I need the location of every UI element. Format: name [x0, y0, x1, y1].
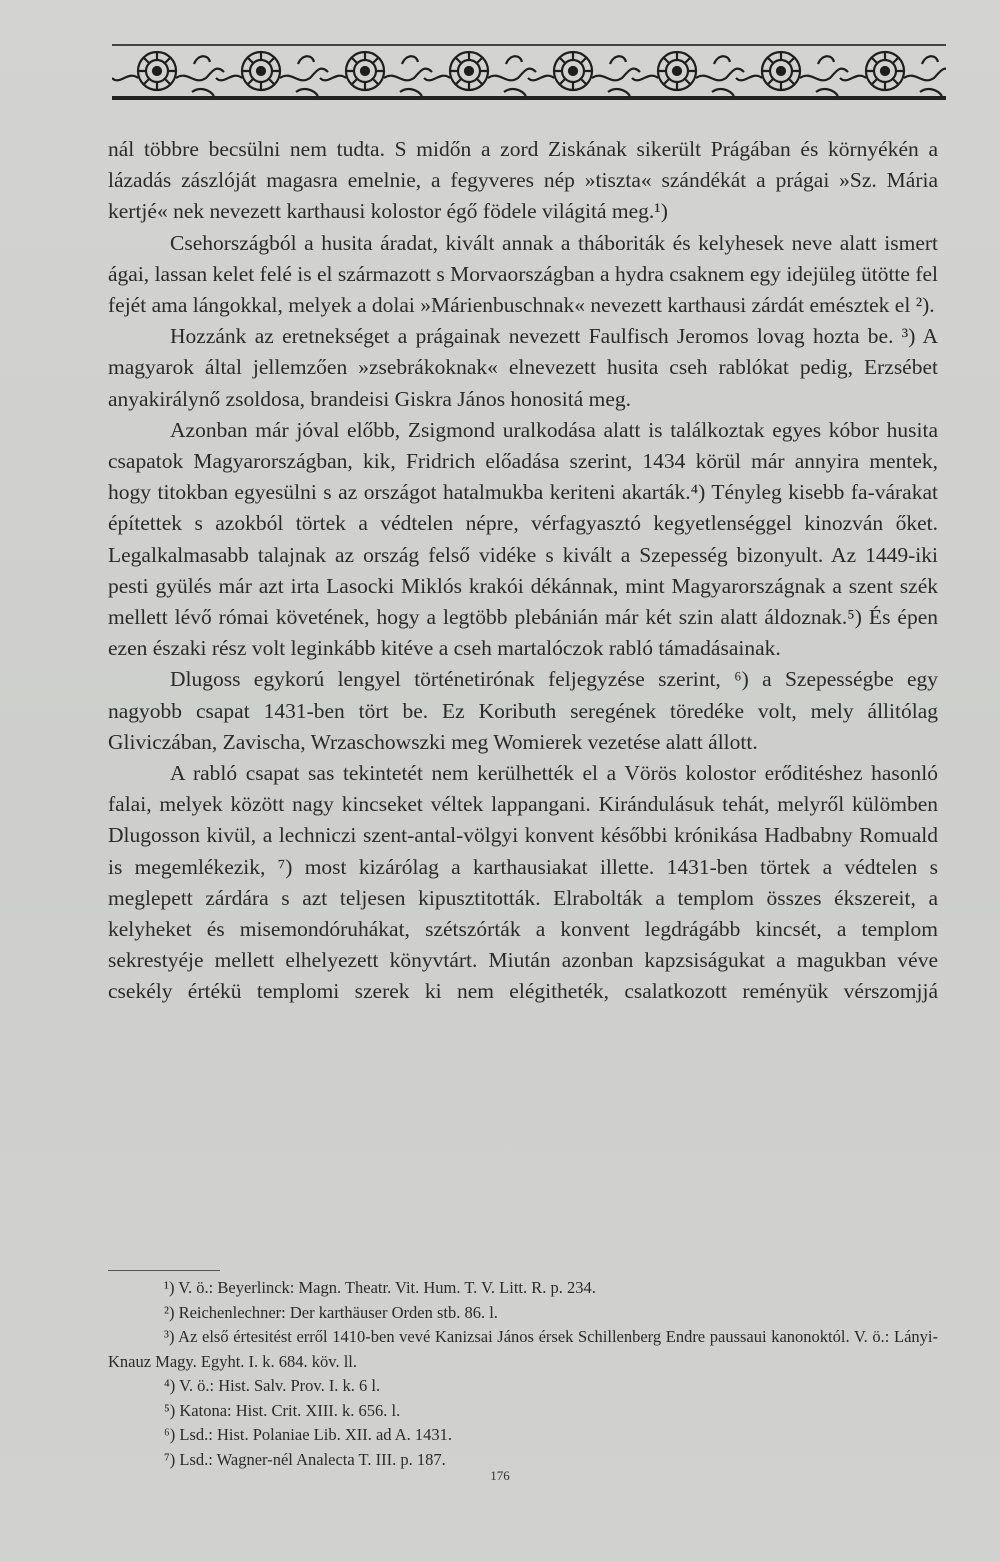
- footnote: ¹) V. ö.: Beyerlinck: Magn. Theatr. Vit. Hum. T. V. Litt. R. p. 234.: [164, 1278, 596, 1297]
- floral-rosette-border-icon: [112, 42, 946, 102]
- footnote: ⁴) V. ö.: Hist. Salv. Prov. I. k. 6 l.: [164, 1376, 381, 1395]
- footnote: ⁷) Lsd.: Wagner-nél Analecta T. III. p. 187.: [164, 1449, 446, 1469]
- paragraph: Azonban már jóval előbb, Zsigmond uralkodása alatt is találkoztak egyes kóbor husita csapatok Magyarországban, kik, Fridrich előadása szerint, 1434 körül már annyira mentek, hogy titokban egyesülni s az országot hatalmukba keriteni akarták.⁴) Tényleg kisebb fa-várakat építettek s azokból törtek a védtelen népre, vérfagyasztó kegyetlenséggel kinozván őket. Legalkalmasabb talajnak az ország felső vidéke s kivált a Szepesség bizonyult. Az 1449-iki pesti gyülés már azt irta Lasocki Miklós krakói dékánnak, mint Magyarországnak a szent szék mellett lévő római követének, hogy a legtöbb plebánián már két szin alatt áldoznak.⁵) És épen ezen északi rész volt leginkább kitéve a cseh martalóczok rabló támadásainak.: [108, 417, 938, 661]
- paragraph: Hozzánk az eretnekséget a prágainak nevezett Faulfisch Jeromos lovag hozta be. ³) A magyarok által jellemzően »zsebrákoknak« elnevezett husita cseh rablókat pedig, Erzsébet anyakirálynő zsoldosa, brandeisi Giskra János honositá meg.: [108, 324, 938, 411]
- footnote: ³) Az első értesitést erről 1410-ben vevé Kanizsai János érsek Schillenberg Endre paussaui kanonoktól. V. ö.: Lányi-Knauz Magy. Egyht. I. k. 684. köv. ll.: [108, 1327, 938, 1371]
- footnotes: [108, 1276, 938, 1472]
- footnote: ⁶) Lsd.: Hist. Polaniae Lib. XII. ad A. 1431.: [164, 1425, 453, 1444]
- paragraph: Csehországból a husita áradat, kivált annak a tháboriták és kelyhesek neve alatt ismert ágai, lassan kelet felé is el származott s Morvaországban a hydra csaknem egy idejüleg ütötte fel fejét ama lángokkal, melyek a dolai »Márienbuschnak« nevezett karthausi zárdát emésztek el ²).: [108, 230, 938, 318]
- main-text: [108, 134, 938, 1008]
- paragraph: Dlugoss egykorú lengyel történetirónak feljegyzése szerint, ⁶) a Szepességbe egy nagyobb csapat 1431-ben tört be. Ez Koributh seregének töredéke volt, mely állitólag Gliviczában, Zavischa, Wrzaschowszki meg Womierek vezetése alatt állott.: [108, 667, 938, 754]
- page-number: 176: [490, 1468, 510, 1483]
- footnote-divider: [108, 1270, 220, 1271]
- paragraph: A rabló csapat sas tekintetét nem kerülhették el a Vörös kolostor erőditéshez hasonló falai, melyek között nagy kincseket véltek lappangani. Kirándulásuk tehát, melyről külömben Dlugosson kivül, a lechniczi szent-antal-völgyi konvent későbbi krónikása Hadbabny Romuald is megemlékezik, ⁷) most kizárólag a karthausiakat illette. 1431-ben törtek a védtelen s meglepett zárdára s azt teljesen kipusztitották. Elrabolták a templom összes ékszereit, a kelyheket és misemondóruhákat, szétszórták a konvent legdrágább kincsét, a templom sekrestyéje mellett elhelyezett könyvtárt. Miután azonban kapzsiságukat a magukban véve csekély értékü templomi szerek ki nem elégitheték, csalatkozott reményük vérszomjjá: [108, 761, 938, 1004]
- paragraph: nál többre becsülni nem tudta. S midőn a zord Ziskának sikerült Prágában és környékén a lázadás zászlóját magasra emelnie, a fegyveres nép »tiszta« szándékát a prágai »Sz. Mária kertjé« nek nevezett karthausi kolostor égő födele világitá meg.¹): [108, 137, 938, 224]
- footnote: ⁵) Katona: Hist. Crit. XIII. k. 656. l.: [164, 1400, 401, 1420]
- footnote: ²) Reichenlechner: Der karthäuser Orden stb. 86. l.: [164, 1302, 498, 1322]
